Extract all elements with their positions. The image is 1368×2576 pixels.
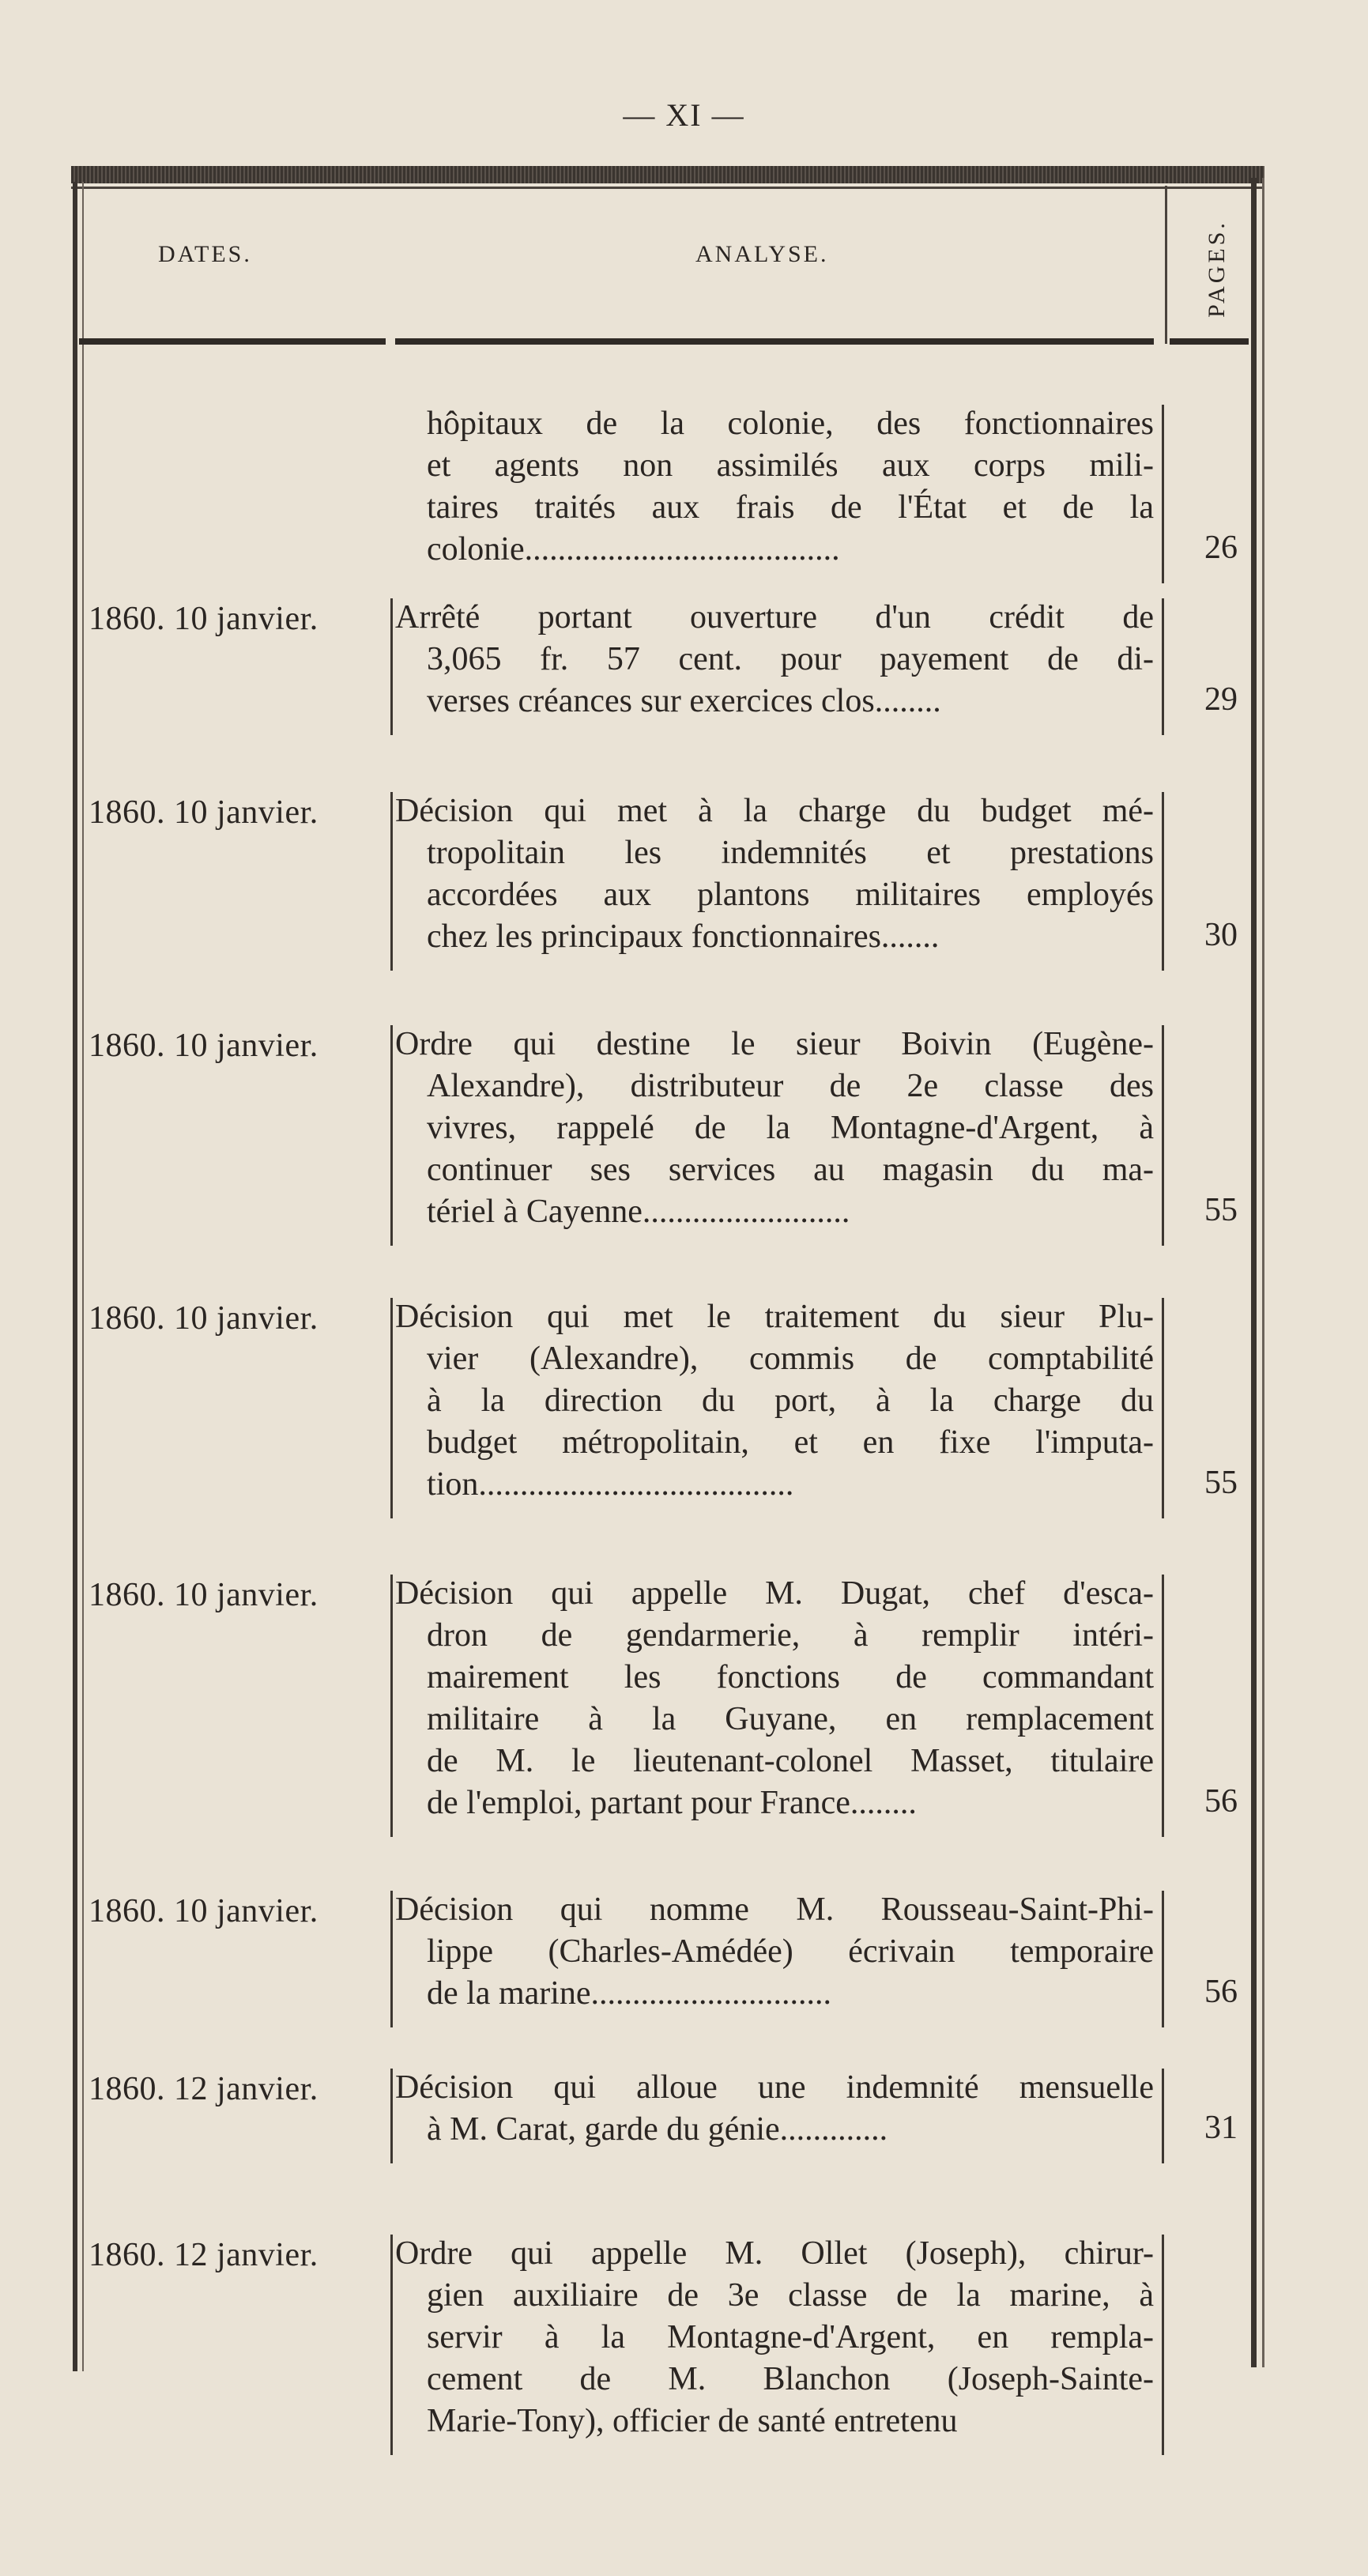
entry-date: 1860. 10 janvier.: [89, 1893, 318, 1929]
header-rule-dates: [79, 338, 386, 345]
column-header-pages-box: [1189, 198, 1245, 340]
entry-date: 1860. 10 janvier.: [89, 601, 318, 637]
entry-divider: [390, 1025, 393, 1246]
entry-analysis: [395, 2067, 1154, 2151]
entry-analysis: [395, 1573, 1154, 1824]
analysis-line: continuer ses services au magasin du ma-: [427, 1152, 1154, 1188]
analysis-line: à la direction du port, à la charge du: [427, 1382, 1154, 1419]
analysis-line: de la marine.............................: [427, 1975, 832, 2012]
analysis-line: et agents non assimilés aux corps mili-: [427, 447, 1154, 484]
entry-divider: [390, 1891, 393, 2027]
analysis-line: de l'emploi, partant pour France........: [427, 1785, 917, 1821]
header-rule-pages: [1170, 338, 1249, 345]
analysis-line: vivres, rappelé de la Montagne-d'Argent, à: [427, 1110, 1154, 1146]
entry-analysis: [395, 1889, 1154, 2015]
analysis-line: cement de M. Blanchon (Joseph-Sainte-: [427, 2361, 1154, 2397]
entry-divider: [390, 2069, 393, 2163]
analysis-line: Ordre qui appelle M. Ollet (Joseph), chirur-: [395, 2235, 1154, 2272]
page-divider: [1162, 1025, 1164, 1246]
analysis-line: vier (Alexandre), commis de comptabilité: [427, 1341, 1154, 1377]
entry-page-number: 26: [1204, 530, 1238, 566]
analysis-line: verses créances sur exercices clos........: [427, 683, 941, 719]
entry-date: 1860. 10 janvier.: [89, 794, 318, 831]
entry-divider: [390, 792, 393, 971]
analysis-line: colonie......................................: [427, 531, 840, 568]
column-header-pages: PAGES.: [1204, 220, 1230, 318]
entry-analysis: [395, 597, 1154, 722]
entry-analysis: [395, 403, 1154, 571]
analysis-line: militaire à la Guyane, en remplacement: [427, 1701, 1154, 1737]
entry-page-number: 56: [1204, 1974, 1238, 2010]
analysis-line: tropolitain les indemnités et prestations: [427, 835, 1154, 871]
analysis-line: Marie-Tony), officier de santé entretenu: [427, 2403, 958, 2439]
table-right-inner-border: [1262, 178, 1264, 2367]
entry-page-number: 30: [1204, 917, 1238, 953]
entry-divider: [390, 1575, 393, 1837]
table-top-border: [71, 166, 1264, 183]
table-top-rule: [71, 187, 1264, 189]
analysis-line: Arrêté portant ouverture d'un crédit de: [395, 599, 1154, 636]
analysis-line: chez les principaux fonctionnaires.......: [427, 918, 940, 955]
entry-divider: [390, 1298, 393, 1518]
page-divider: [1162, 598, 1164, 735]
page-divider: [1162, 1575, 1164, 1837]
analysis-line: budget métropolitain, et en fixe l'imputa-: [427, 1424, 1154, 1461]
header-rule-analyse: [395, 338, 1154, 345]
entry-analysis: [395, 2233, 1154, 2442]
page-number: — XI —: [623, 97, 745, 133]
page-divider: [1162, 2235, 1164, 2455]
analysis-line: lippe (Charles-Amédée) écrivain temporaire: [427, 1933, 1154, 1970]
analysis-line: Ordre qui destine le sieur Boivin (Eugène-: [395, 1026, 1154, 1062]
entry-page-number: 31: [1204, 2110, 1238, 2146]
analysis-line: tion......................................: [427, 1466, 794, 1503]
table-left-border: [73, 182, 77, 2371]
entry-date: 1860. 12 janvier.: [89, 2237, 318, 2273]
analysis-line: Décision qui met le traitement du sieur Plu-: [395, 1299, 1154, 1335]
analysis-line: servir à la Montagne-d'Argent, en rempla-: [427, 2319, 1154, 2355]
analysis-line: 3,065 fr. 57 cent. pour payement de di-: [427, 641, 1154, 677]
analysis-line: Décision qui nomme M. Rousseau-Saint-Phi-: [395, 1891, 1154, 1928]
analysis-line: Décision qui alloue une indemnité mensuelle: [395, 2069, 1154, 2106]
analysis-line: à M. Carat, garde du génie.............: [427, 2111, 888, 2148]
entry-page-number: 29: [1204, 681, 1238, 718]
entry-divider: [390, 2235, 393, 2455]
analysis-line: hôpitaux de la colonie, des fonctionnaires: [427, 405, 1154, 442]
entry-page-number: 55: [1204, 1192, 1238, 1228]
column-header-dates: DATES.: [158, 241, 252, 267]
analysis-line: Alexandre), distributeur de 2e classe des: [427, 1068, 1154, 1104]
analysis-line: accordées aux plantons militaires employés: [427, 877, 1154, 913]
analysis-line: de M. le lieutenant-colonel Masset, titulaire: [427, 1743, 1154, 1779]
entry-divider: [390, 598, 393, 735]
page-divider: [1162, 2069, 1164, 2163]
analysis-line: dron de gendarmerie, à remplir intéri-: [427, 1617, 1154, 1654]
analysis-line: gien auxiliaire de 3e classe de la marine, à: [427, 2277, 1154, 2314]
analysis-line: Décision qui appelle M. Dugat, chef d'esca-: [395, 1575, 1154, 1612]
analysis-line: mairement les fonctions de commandant: [427, 1659, 1154, 1695]
entry-page-number: 56: [1204, 1783, 1238, 1820]
column-header-analyse: ANALYSE.: [695, 241, 829, 267]
page-divider: [1162, 1891, 1164, 2027]
entry-analysis: [395, 790, 1154, 958]
page-divider: [1162, 405, 1164, 583]
entry-date: 1860. 10 janvier.: [89, 1577, 318, 1613]
analysis-line: Décision qui met à la charge du budget mé-: [395, 793, 1154, 829]
entry-date: 1860. 10 janvier.: [89, 1028, 318, 1064]
table-right-border: [1251, 178, 1257, 2367]
table-left-inner-border: [82, 182, 84, 2371]
page-divider: [1162, 1298, 1164, 1518]
entry-page-number: 55: [1204, 1465, 1238, 1501]
pages-header-divider: [1165, 186, 1167, 344]
analysis-line: tériel à Cayenne.........................: [427, 1194, 850, 1230]
entry-date: 1860. 12 janvier.: [89, 2071, 318, 2107]
analysis-line: taires traités aux frais de l'État et de la: [427, 489, 1154, 526]
entry-analysis: [395, 1296, 1154, 1506]
page-divider: [1162, 792, 1164, 971]
entry-analysis: [395, 1024, 1154, 1233]
entry-date: 1860. 10 janvier.: [89, 1300, 318, 1337]
